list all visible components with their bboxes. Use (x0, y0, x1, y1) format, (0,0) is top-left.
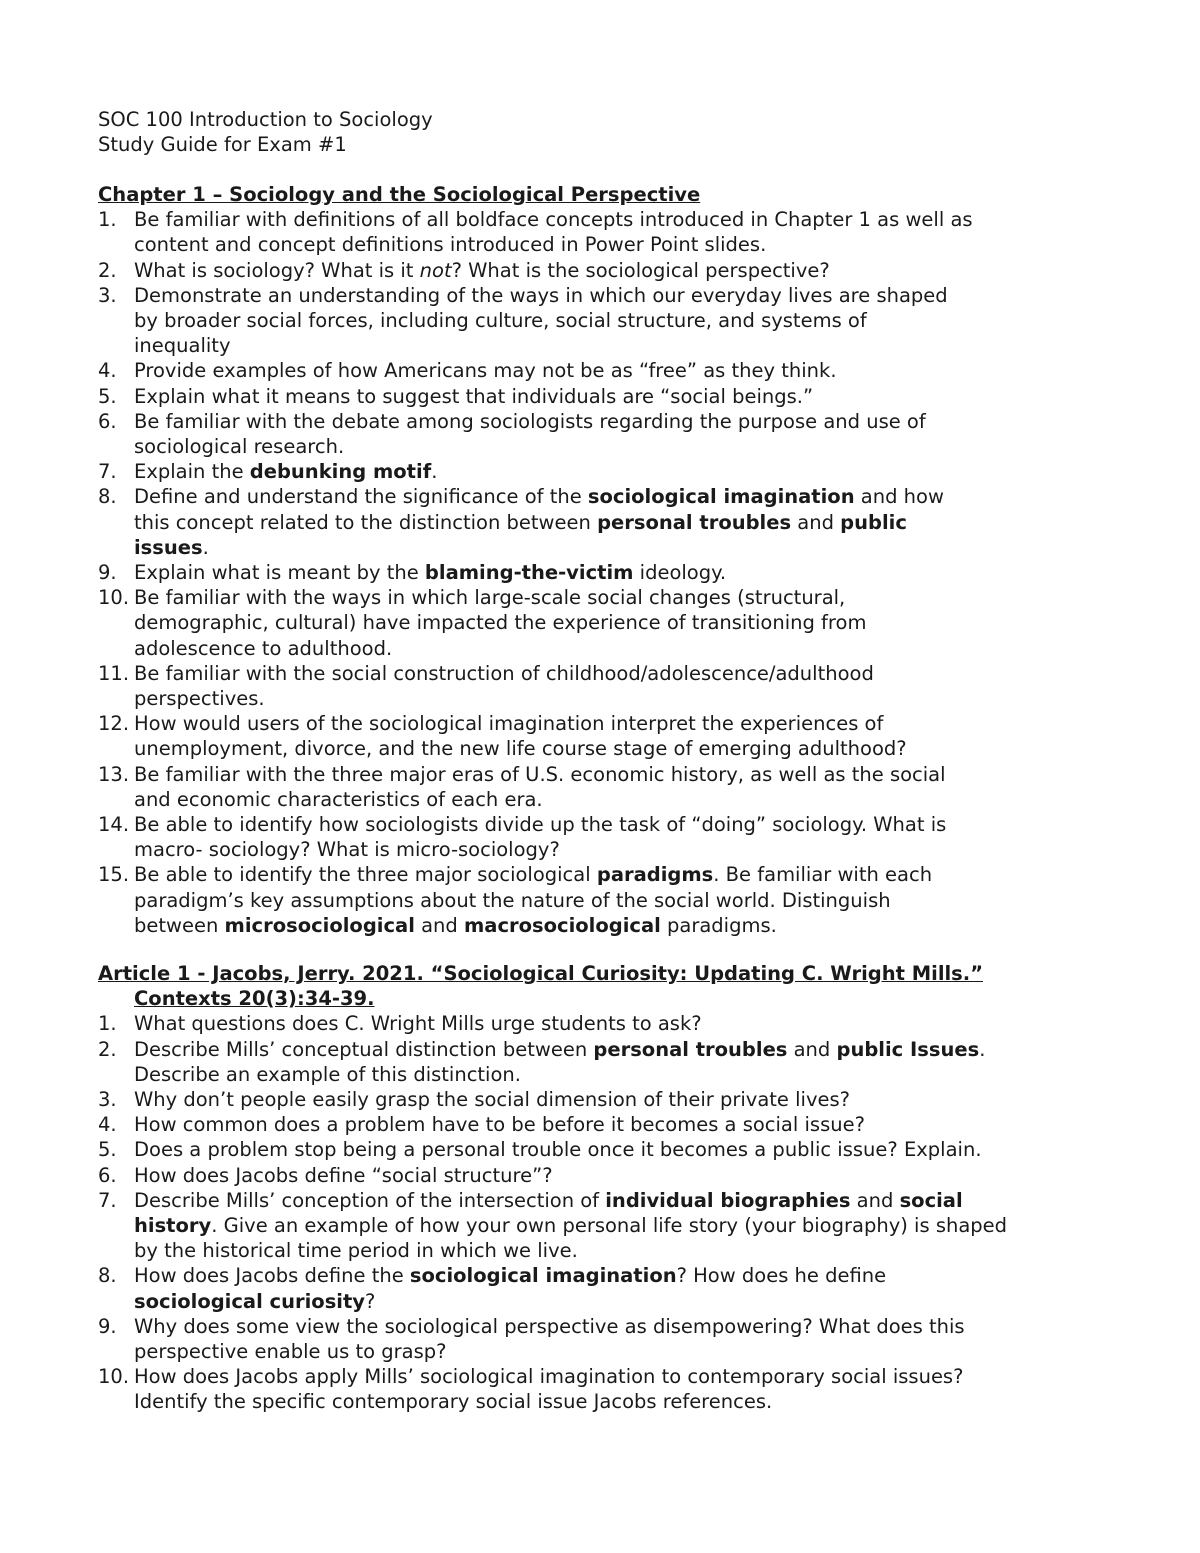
question-item (98, 661, 1108, 711)
question-item (98, 1163, 1108, 1188)
question-text: demographic, cultural) have impacted the experience of transitioning from (134, 611, 867, 635)
key-term: personal troubles (597, 510, 792, 534)
question-line (134, 1263, 1108, 1288)
question-number: 12. (98, 712, 130, 736)
question-number: 9. (98, 561, 117, 585)
question-text: Be familiar with the three major eras of U.S. economic history, as well as the social (134, 762, 946, 786)
key-term: blaming-the-victim (424, 561, 634, 585)
question-line (134, 535, 1108, 560)
question-line (134, 812, 1108, 837)
key-term: history (134, 1214, 212, 1238)
question-text: and (787, 1037, 837, 1061)
key-term: social (899, 1188, 963, 1212)
question-text: Be able to identify how sociologists divide up the task of “doing” sociology. What is (134, 813, 947, 837)
question-line (134, 409, 1108, 434)
question-number: 10. (98, 1365, 130, 1389)
question-item (98, 1087, 1108, 1112)
question-line (134, 258, 1108, 283)
question-text: Explain what it means to suggest that individuals are “social beings.” (134, 384, 814, 408)
question-line (134, 358, 1108, 383)
question-number: 4. (98, 359, 117, 383)
question-text: perspectives. (134, 687, 265, 711)
article1-heading-line2: Contexts 20(3):34-39. (134, 987, 375, 1011)
question-text: perspective enable us to grasp? (134, 1340, 447, 1364)
question-line (134, 636, 1108, 661)
question-text: Describe Mills’ conceptual distinction between (134, 1037, 594, 1061)
question-item (98, 812, 1108, 862)
question-line (134, 661, 1108, 686)
question-item (98, 585, 1108, 661)
question-number: 2. (98, 258, 117, 282)
question-text: Be familiar with definitions of all boldface concepts introduced in Chapter 1 as well as (134, 208, 973, 232)
key-term: sociological imagination (409, 1264, 677, 1288)
article1-heading-line1: Article 1 - Jacobs, Jerry. 2021. “Sociological Curiosity: Updating C. Wright Mills.” (98, 962, 984, 985)
question-line (134, 1314, 1108, 1339)
question-line (134, 610, 1108, 635)
question-line (134, 686, 1108, 711)
question-text: and how (854, 485, 944, 509)
question-item (98, 207, 1108, 257)
question-text: . (431, 460, 438, 484)
key-term: sociological imagination (587, 485, 855, 509)
question-line (134, 837, 1108, 862)
question-line (134, 711, 1108, 736)
question-text: ? (365, 1289, 376, 1313)
chapter1-list (98, 207, 1108, 938)
question-item (98, 484, 1108, 560)
question-line (134, 1389, 1108, 1414)
key-term: sociological curiosity (134, 1289, 366, 1313)
question-line (134, 1213, 1108, 1238)
question-line (134, 1137, 1108, 1162)
key-term: personal troubles (593, 1037, 788, 1061)
question-line (134, 1037, 1108, 1062)
question-text: Define and understand the significance of the (134, 485, 588, 509)
question-text: content and concept definitions introduced in Power Point slides. (134, 233, 767, 257)
guide-title: Study Guide for Exam #1 (98, 133, 347, 157)
question-number: 15. (98, 863, 130, 887)
question-item (98, 1188, 1108, 1264)
question-text: How common does a problem have to be before it becomes a social issue? (134, 1113, 865, 1137)
question-text: Why don’t people easily grasp the social dimension of their private lives? (134, 1088, 851, 1112)
question-text: Demonstrate an understanding of the ways in which our everyday lives are shaped (134, 283, 948, 307)
chapter1-heading: Chapter 1 – Sociology and the Sociological Perspective (98, 183, 701, 206)
question-line (134, 1339, 1108, 1364)
question-line (134, 1011, 1108, 1036)
question-line (134, 232, 1108, 257)
key-term: issues (134, 535, 203, 559)
question-line (134, 484, 1108, 509)
question-item (98, 409, 1108, 459)
question-item (98, 283, 1108, 359)
question-text: Why does some view the sociological perspective as disempowering? What does this (134, 1314, 965, 1338)
question-number: 10. (98, 586, 130, 610)
document-header (98, 107, 433, 157)
chapter1-section (98, 182, 1108, 938)
question-item (98, 459, 1108, 484)
question-text: unemployment, divorce, and the new life course stage of emerging adulthood? (134, 737, 907, 761)
question-text: paradigm’s key assumptions about the nature of the social world. Distinguish (134, 888, 891, 912)
question-text: ? How does he define (676, 1264, 887, 1288)
key-term: individual biographies (605, 1188, 851, 1212)
question-line (134, 1062, 1108, 1087)
question-line (134, 207, 1108, 232)
key-term: microsociological (224, 913, 415, 937)
question-line (134, 333, 1108, 358)
question-text: How does Jacobs define “social structure”? (134, 1163, 553, 1187)
question-text: paradigms. (660, 913, 777, 937)
question-line (134, 1163, 1108, 1188)
question-number: 5. (98, 384, 117, 408)
question-line (134, 787, 1108, 812)
question-text: between (134, 913, 225, 937)
question-number: 8. (98, 1264, 117, 1288)
question-line (134, 308, 1108, 333)
question-number: 6. (98, 1163, 117, 1187)
question-line (134, 384, 1108, 409)
question-line (134, 913, 1108, 938)
question-number: 1. (98, 1012, 117, 1036)
question-text: and economic characteristics of each era. (134, 787, 543, 811)
question-line (134, 459, 1108, 484)
key-term: macrosociological (463, 913, 661, 937)
question-number: 2. (98, 1037, 117, 1061)
question-text: and (850, 1188, 900, 1212)
course-title: SOC 100 Introduction to Sociology (98, 108, 433, 131)
question-number: 8. (98, 485, 117, 509)
question-line (134, 510, 1108, 535)
question-text: Be able to identify the three major sociological (134, 863, 597, 887)
question-text: How does Jacobs define the (134, 1264, 410, 1288)
question-line (134, 585, 1108, 610)
question-text: What is sociology? What is it (134, 258, 420, 282)
question-line (134, 736, 1108, 761)
question-text: sociological research. (134, 435, 345, 459)
question-item (98, 711, 1108, 761)
question-line (134, 862, 1108, 887)
question-text: ideology. (633, 561, 727, 585)
question-text: Be familiar with the social construction of childhood/adolescence/adulthood (134, 661, 874, 685)
question-item (98, 762, 1108, 812)
question-number: 7. (98, 1188, 117, 1212)
question-item (98, 384, 1108, 409)
question-number: 3. (98, 1088, 117, 1112)
question-item (98, 1314, 1108, 1364)
question-text: Describe Mills’ conception of the intersection of (134, 1188, 606, 1212)
question-line (134, 283, 1108, 308)
question-number: 13. (98, 762, 130, 786)
question-item (98, 1112, 1108, 1137)
question-item (98, 258, 1108, 283)
question-number: 14. (98, 813, 130, 837)
question-line (134, 434, 1108, 459)
question-number: 11. (98, 661, 130, 685)
question-number: 6. (98, 409, 117, 433)
question-number: 7. (98, 460, 117, 484)
question-text: Explain the (134, 460, 250, 484)
question-text: this concept related to the distinction between (134, 510, 598, 534)
question-number: 9. (98, 1314, 117, 1338)
question-line (134, 560, 1108, 585)
question-item (98, 560, 1108, 585)
question-line (134, 888, 1108, 913)
question-item (98, 1263, 1108, 1313)
question-text: . Be familiar with each (713, 863, 933, 887)
question-line (134, 1289, 1108, 1314)
question-number: 3. (98, 283, 117, 307)
question-number: 1. (98, 208, 117, 232)
question-text: Explain what is meant by the (134, 561, 425, 585)
question-line (134, 1112, 1108, 1137)
question-text: What questions does C. Wright Mills urge students to ask? (134, 1012, 702, 1036)
key-term: public Issues (836, 1037, 980, 1061)
question-text: macro- sociology? What is micro-sociology? (134, 838, 560, 862)
question-line (134, 1087, 1108, 1112)
question-line (134, 1364, 1108, 1389)
question-text: Be familiar with the debate among sociologists regarding the purpose and use of (134, 409, 926, 433)
question-text: inequality (134, 334, 231, 358)
question-text: . (202, 535, 209, 559)
question-text: and (414, 913, 464, 937)
question-item (98, 358, 1108, 383)
question-text: by the historical time period in which we live. (134, 1239, 578, 1263)
question-text: Be familiar with the ways in which large-scale social changes (structural, (134, 586, 846, 610)
question-text: Identify the specific contemporary social issue Jacobs references. (134, 1390, 773, 1414)
question-text: ? What is the sociological perspective? (451, 258, 830, 282)
question-text: . (979, 1037, 986, 1061)
question-line (134, 1238, 1108, 1263)
question-number: 5. (98, 1138, 117, 1162)
key-term: paradigms (596, 863, 714, 887)
question-item (98, 1011, 1108, 1036)
question-item (98, 1037, 1108, 1087)
question-number: 4. (98, 1113, 117, 1137)
emphasis-text: not (419, 258, 452, 282)
question-text: Describe an example of this distinction. (134, 1062, 521, 1086)
question-text: How does Jacobs apply Mills’ sociological imagination to contemporary social issues? (134, 1365, 964, 1389)
key-term: debunking motif (249, 460, 432, 484)
question-text: by broader social forces, including culture, social structure, and systems of (134, 309, 867, 333)
question-line (134, 762, 1108, 787)
article1-list (98, 1011, 1108, 1414)
question-line (134, 1188, 1108, 1213)
question-text: adolescence to adulthood. (134, 636, 393, 660)
question-text: Does a problem stop being a personal trouble once it becomes a public issue? Explain. (134, 1138, 982, 1162)
article1-section (98, 961, 1108, 1415)
question-text: How would users of the sociological imagination interpret the experiences of (134, 712, 884, 736)
key-term: public (840, 510, 907, 534)
question-text: and (791, 510, 841, 534)
question-text: Provide examples of how Americans may not be as “free” as they think. (134, 359, 837, 383)
question-item (98, 1364, 1108, 1414)
question-item (98, 1137, 1108, 1162)
question-item (98, 862, 1108, 938)
question-text: . Give an example of how your own personal life story (your biography) is shaped (211, 1214, 1008, 1238)
